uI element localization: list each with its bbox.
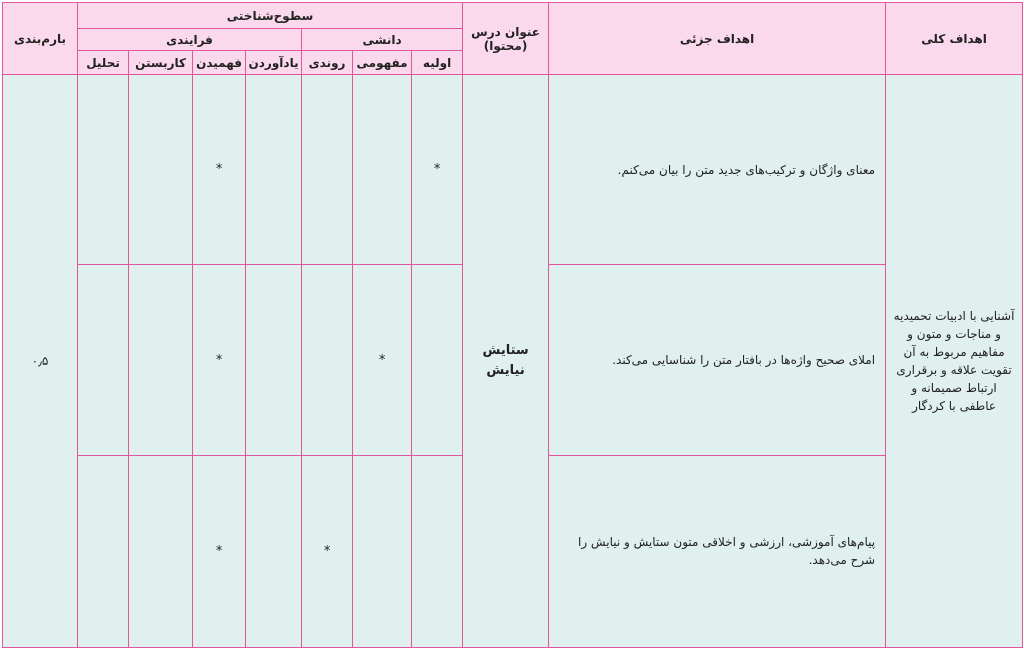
level-cell xyxy=(353,75,412,265)
level-cell: * xyxy=(193,265,246,455)
header-cognitive-levels: سطوح‌شناختی xyxy=(78,3,463,29)
general-goal-cell: آشنایی با ادبیات تحمیدیه و مناجات و متون و مفاهیم مربوط به آن تقویت علاقه و برقراری ارتباط صمیمانه و عاطفی با کردگار xyxy=(886,75,1023,648)
header-sub-level: فهمیدن xyxy=(193,51,246,75)
header-general-goals: اهداف کلی xyxy=(886,3,1023,75)
topic-cell: ستایش نیایش xyxy=(463,75,549,648)
level-cell xyxy=(129,455,193,647)
objective-cell: املای صحیح واژه‌ها در بافتار متن را شناسایی می‌کند. xyxy=(549,265,886,455)
header-score: بارم‌بندی xyxy=(3,3,78,75)
objectives-table xyxy=(2,2,1023,648)
level-cell: * xyxy=(302,455,353,647)
header-sub-level: یادآوردن xyxy=(246,51,302,75)
header-partial-goals: اهداف جزئی xyxy=(549,3,886,75)
level-cell xyxy=(246,455,302,647)
score-cell: ۰٫۵ xyxy=(3,75,78,648)
header-process: فرایندی xyxy=(78,29,302,51)
header-sub-level: مفهومی xyxy=(353,51,412,75)
header-sub-level: تحلیل xyxy=(78,51,129,75)
level-cell xyxy=(302,75,353,265)
level-cell: * xyxy=(193,75,246,265)
level-cell: * xyxy=(412,75,463,265)
level-cell: * xyxy=(353,265,412,455)
level-cell xyxy=(246,265,302,455)
level-cell: * xyxy=(193,455,246,647)
level-cell xyxy=(78,455,129,647)
header-knowledge: دانشی xyxy=(302,29,463,51)
header-sub-level: کاربستن xyxy=(129,51,193,75)
header-sub-level: اولیه xyxy=(412,51,463,75)
level-cell xyxy=(78,265,129,455)
objective-cell: پیام‌های آموزشی، ارزشی و اخلاقی متون ستایش و نیایش را شرح می‌دهد. xyxy=(549,455,886,647)
level-cell xyxy=(129,75,193,265)
level-cell xyxy=(412,455,463,647)
level-cell xyxy=(412,265,463,455)
level-cell xyxy=(302,265,353,455)
header-lesson-title: عنوان درس (محتوا) xyxy=(463,3,549,75)
level-cell xyxy=(129,265,193,455)
level-cell xyxy=(353,455,412,647)
level-cell xyxy=(246,75,302,265)
level-cell xyxy=(78,75,129,265)
table-row xyxy=(3,75,1023,265)
objective-cell: معنای واژگان و ترکیب‌های جدید متن را بیان می‌کنم. xyxy=(549,75,886,265)
header-sub-level: روندی xyxy=(302,51,353,75)
